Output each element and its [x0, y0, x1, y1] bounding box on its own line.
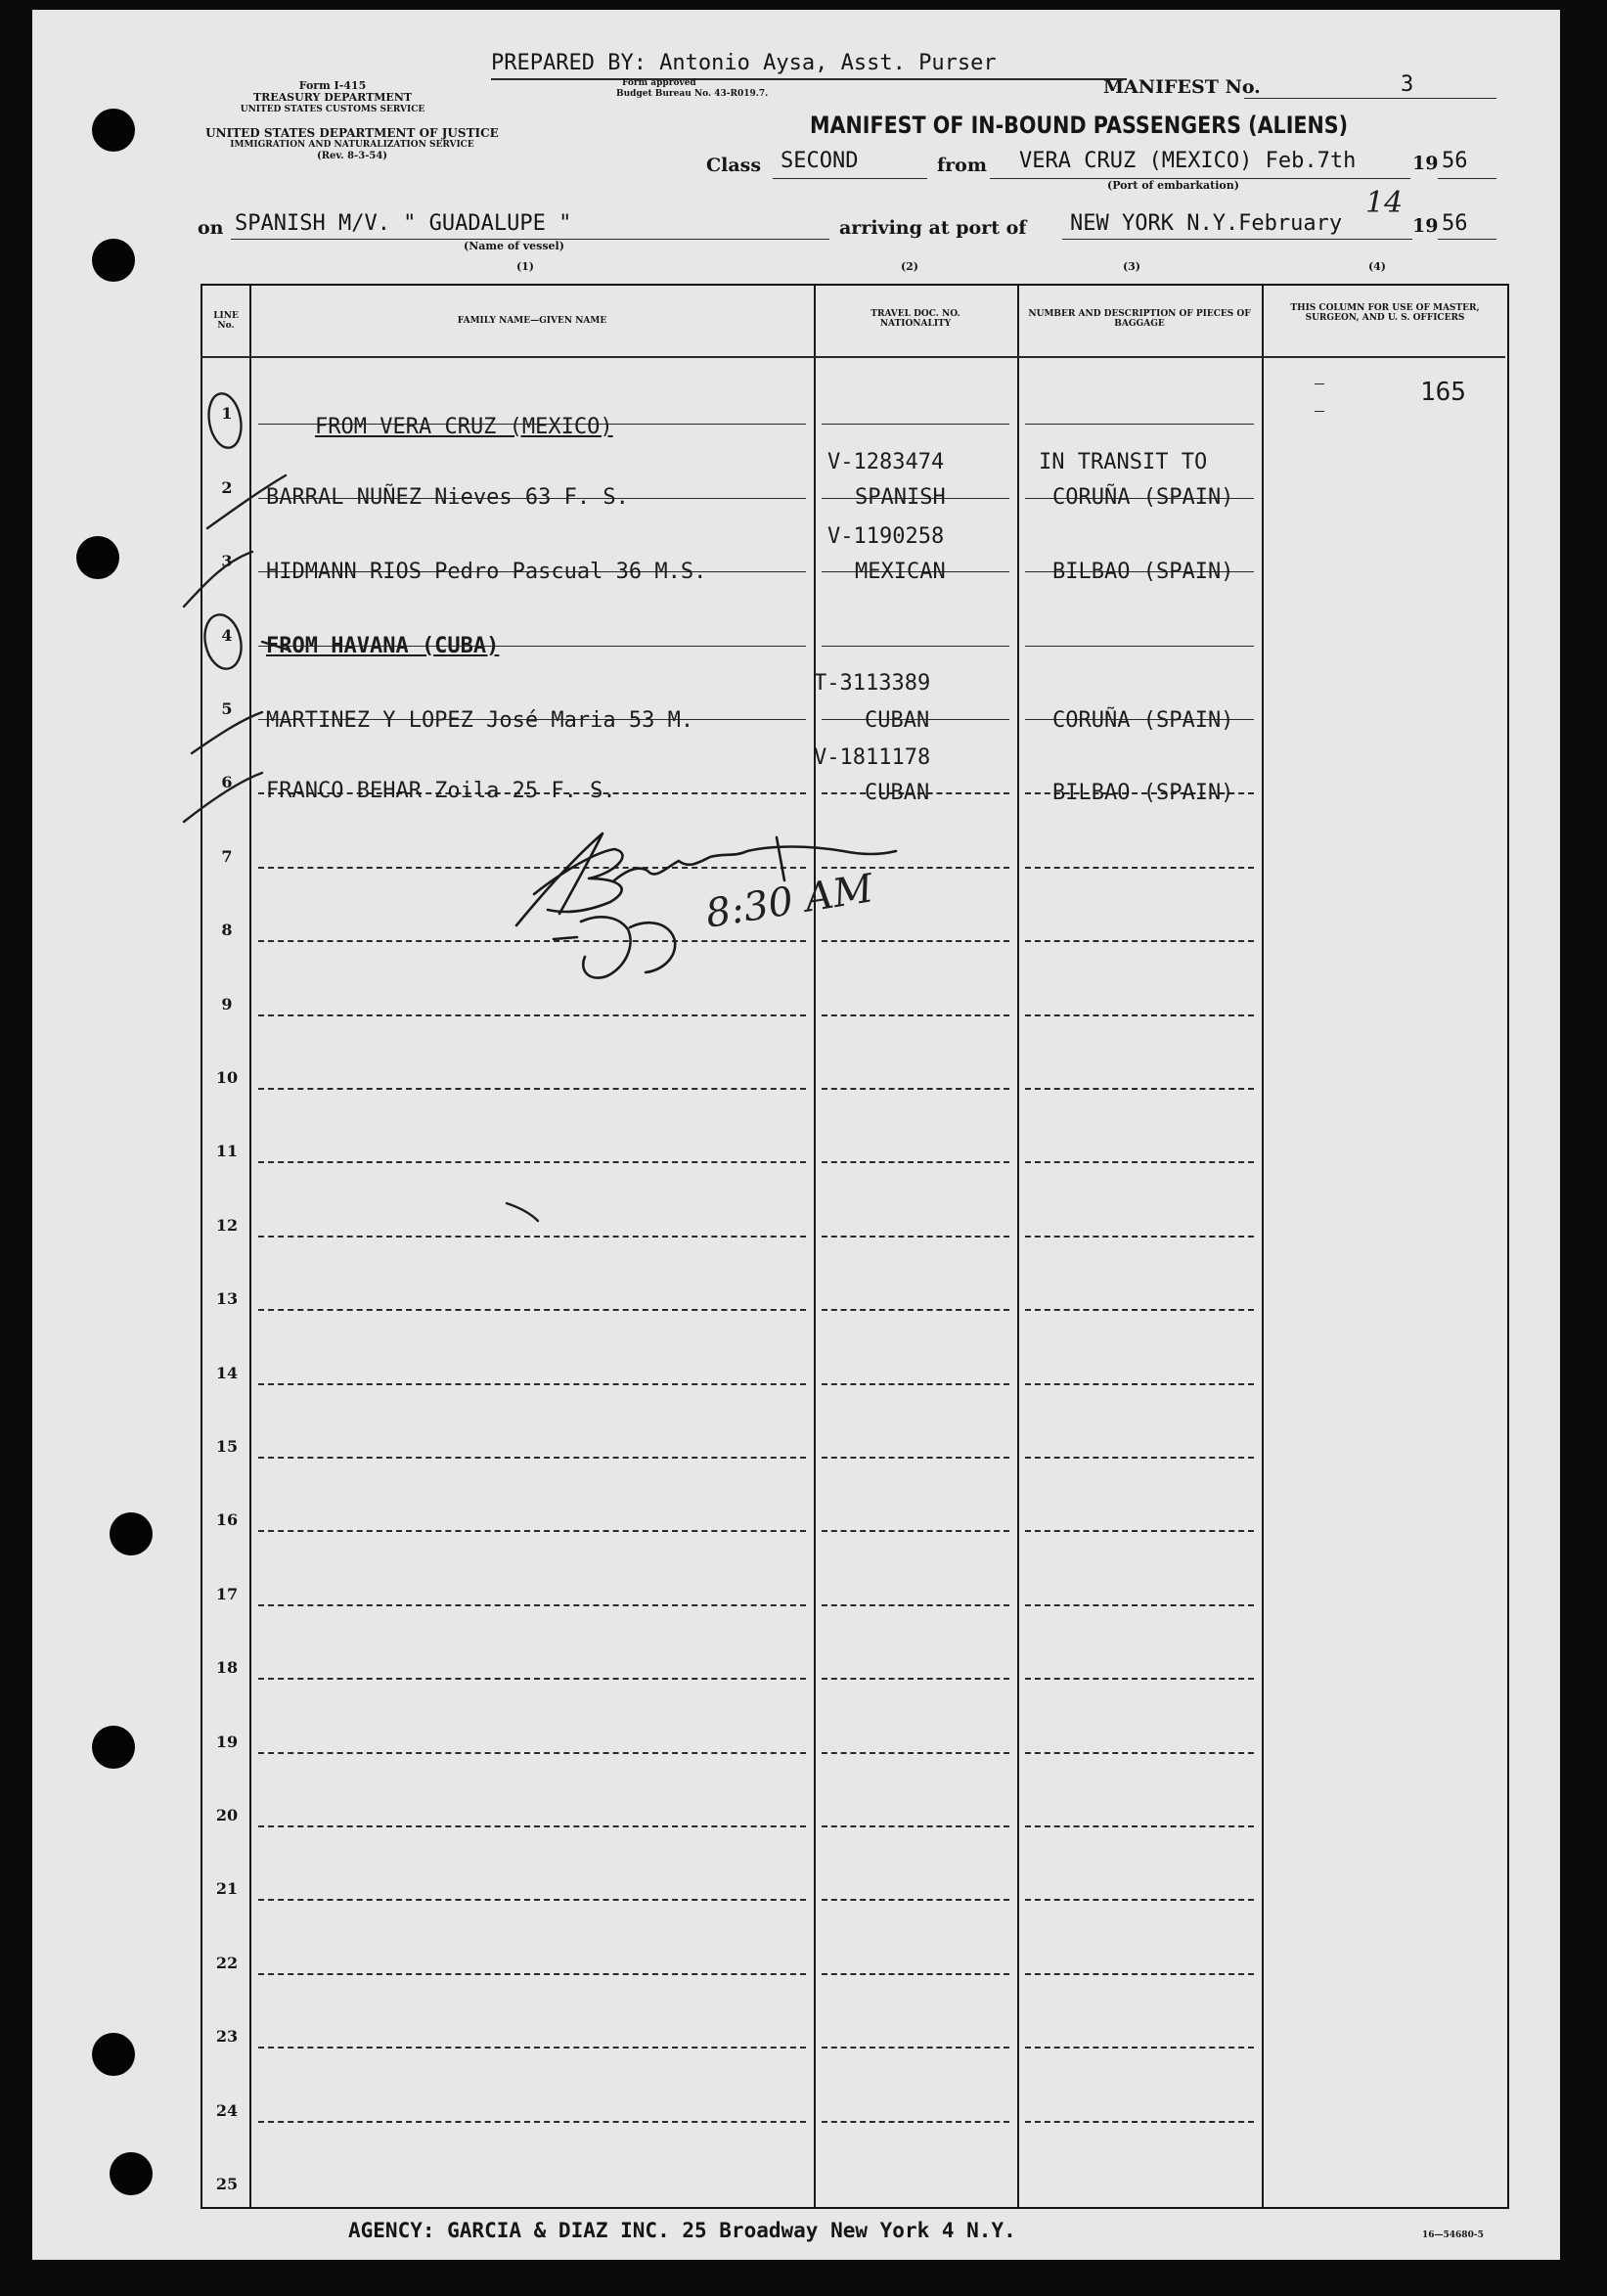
section-heading: FROM HAVANA (CUBA) — [266, 634, 500, 658]
check-mark — [184, 552, 252, 607]
vessel-note: (Name of vessel) — [464, 240, 564, 252]
passenger-doc: V-1811178 — [814, 745, 931, 770]
passenger-nationality: CUBAN — [865, 708, 930, 733]
line-number: 24 — [215, 2101, 239, 2120]
prepared-by: PREPARED BY: Antonio Aysa, Asst. Purser — [491, 51, 997, 75]
class-value: SECOND — [781, 149, 859, 173]
section-heading: FROM VERA CRUZ (MEXICO) — [315, 415, 613, 439]
passenger-name: HIDMANN RIOS Pedro Pascual 36 M.S. — [266, 560, 707, 584]
arrival-year-prefix: 19 — [1412, 215, 1439, 237]
embarkation-port: VERA CRUZ (MEXICO) Feb.7th — [1019, 149, 1357, 173]
line-number: 22 — [215, 1954, 239, 1972]
line-number: 18 — [215, 1658, 239, 1677]
line-number: 16 — [215, 1510, 239, 1529]
arriving-label: arriving at port of — [839, 217, 1027, 239]
manifest-no: 3 — [1401, 72, 1414, 97]
from-year: 56 — [1442, 149, 1468, 173]
form-id: Form I-415 TREASURY DEPARTMENT UNITED STATES CUSTOMS SERVICE — [240, 79, 425, 114]
arrival-port: NEW YORK N.Y.February — [1070, 211, 1343, 236]
vessel-name: SPANISH M/V. " GUADALUPE " — [235, 211, 572, 236]
passenger-doc: V-1190258 — [827, 524, 945, 549]
line-number: 21 — [215, 1879, 239, 1898]
passenger-name: MARTINEZ Y LOPEZ José Maria 53 M. — [266, 708, 694, 733]
baggage-description: CORUÑA (SPAIN) — [1052, 485, 1234, 510]
column-number: (1) — [515, 260, 535, 273]
line-number: 23 — [215, 2027, 239, 2046]
circled-line-mark — [204, 391, 245, 451]
line-number: 12 — [215, 1216, 239, 1235]
check-mark — [262, 642, 288, 650]
header-name: FAMILY NAME—GIVEN NAME — [457, 316, 607, 326]
line-number: 3 — [221, 552, 233, 570]
line-number: 4 — [221, 626, 233, 645]
passenger-name: BARRAL NUÑEZ Nieves 63 F. S. — [266, 485, 629, 510]
print-code: 16—54680-5 — [1422, 2230, 1484, 2240]
page-title: MANIFEST OF IN-BOUND PASSENGERS (ALIENS) — [810, 112, 1349, 139]
from-year-prefix: 19 — [1412, 153, 1439, 174]
line-number: 2 — [221, 478, 233, 497]
header-travel-doc: TRAVEL DOC. NO. NATIONALITY — [870, 309, 960, 329]
passenger-nationality: CUBAN — [865, 781, 930, 805]
agency-block: UNITED STATES DEPARTMENT OF JUSTICE IMMIGRATION AND NATURALIZATION SERVICE (Rev. 8-3-54) — [205, 126, 499, 161]
line-number: 8 — [221, 921, 233, 939]
line-number: 15 — [215, 1437, 239, 1456]
header-officers: THIS COLUMN FOR USE OF MASTER, SURGEON, AND U. S. OFFICERS — [1290, 303, 1480, 323]
baggage-description: IN TRANSIT TO — [1039, 450, 1208, 474]
column-number: (3) — [1122, 260, 1141, 273]
arrival-year: 56 — [1442, 211, 1468, 236]
line-number: 11 — [215, 1142, 239, 1160]
line-number: 9 — [221, 995, 233, 1013]
passenger-doc: T-3113389 — [814, 671, 931, 696]
pen-stroke — [507, 1203, 538, 1221]
line-number: 1 — [221, 404, 233, 423]
circled-line-mark — [201, 611, 246, 672]
baggage-description: CORUÑA (SPAIN) — [1052, 708, 1234, 733]
line-number: 17 — [215, 1585, 239, 1603]
budget-note: Form approved Budget Bureau No. 43-R019.7. — [616, 78, 769, 99]
header-line-no: LINE No. — [213, 311, 239, 331]
from-label: from — [937, 155, 987, 176]
column-number: (2) — [900, 260, 919, 273]
line-number: 6 — [221, 773, 233, 791]
manifest-no-label: MANIFEST No. — [1103, 76, 1261, 98]
passenger-nationality: MEXICAN — [855, 560, 946, 584]
line-number: 7 — [221, 847, 233, 866]
arrival-day: 14 — [1365, 186, 1404, 220]
line-number: 20 — [215, 1806, 239, 1824]
header-baggage: NUMBER AND DESCRIPTION OF PIECES OF BAGGAGE — [1028, 309, 1251, 329]
baggage-description: BILBAO (SPAIN) — [1052, 781, 1234, 805]
baggage-description: BILBAO (SPAIN) — [1052, 560, 1234, 584]
class-label: Class — [706, 155, 762, 176]
passenger-nationality: SPANISH — [855, 485, 946, 510]
check-mark — [184, 773, 262, 822]
check-mark — [192, 712, 262, 753]
line-number: 14 — [215, 1364, 239, 1382]
line-number: 25 — [215, 2175, 239, 2193]
passenger-doc: V-1283474 — [827, 450, 945, 474]
line-number: 10 — [215, 1068, 239, 1087]
line-number: 5 — [221, 699, 233, 718]
officer-note: 165 — [1420, 378, 1466, 407]
agency-footer: AGENCY: GARCIA & DIAZ INC. 25 Broadway New York 4 N.Y. — [348, 2219, 1016, 2242]
check-mark — [207, 475, 286, 528]
port-note: (Port of embarkation) — [1107, 179, 1239, 192]
on-label: on — [198, 217, 224, 239]
passenger-name: FRANCO BEHAR Zoila 25 F. S. — [266, 779, 616, 803]
column-number: (4) — [1367, 260, 1387, 273]
line-number: 13 — [215, 1289, 239, 1308]
line-number: 19 — [215, 1733, 239, 1751]
handwritten-time: 8:30 AM — [702, 866, 876, 937]
